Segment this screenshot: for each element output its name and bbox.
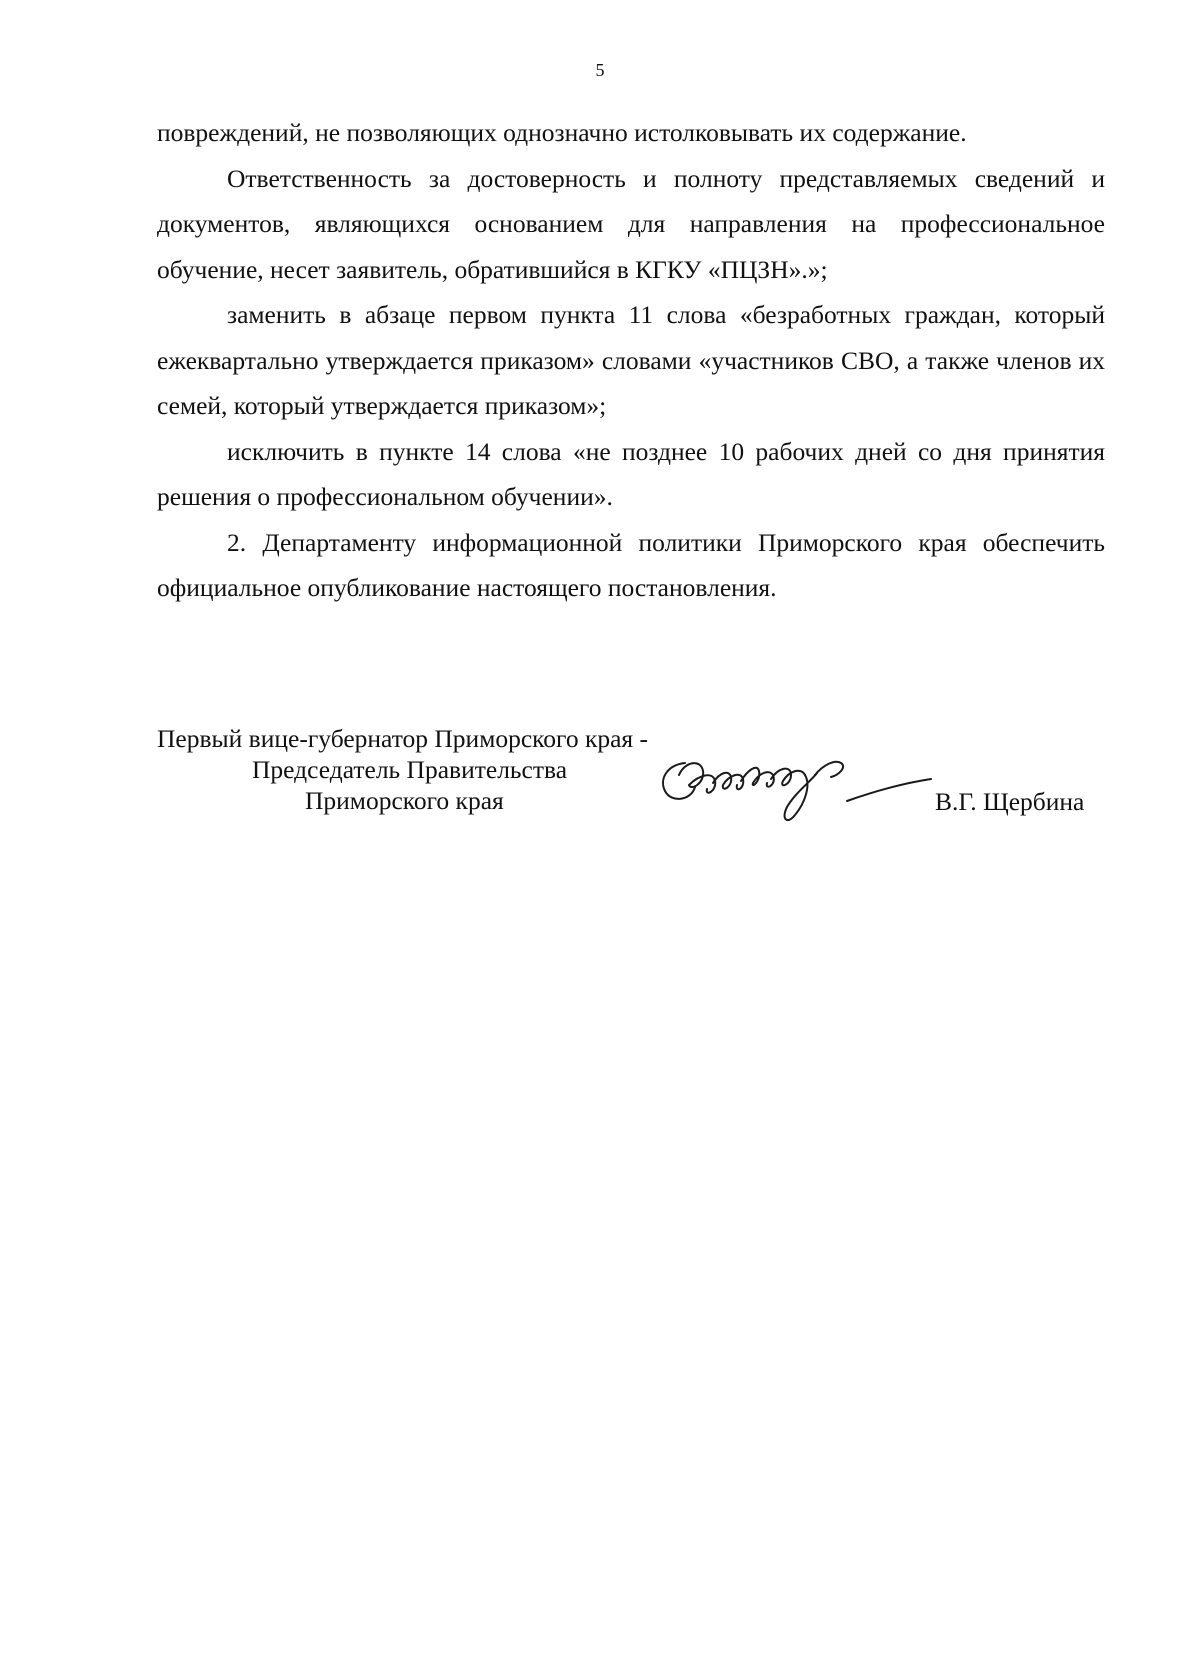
signatory-title: [157, 723, 648, 816]
paragraph-exclude-words: исключить в пункте 14 слова «не позднее 10 рабочих дней со дня принятия решения о профессиональном обучении».: [157, 436, 1105, 511]
signatory-title-line-3: Приморского края: [305, 786, 504, 815]
paragraph-replace-words: заменить в абзаце первом пункта 11 слова «безработных граждан, который ежеквартально утверждается приказом» словами «участников СВО, а также членов их семей, который утверждается приказом»;: [157, 300, 1105, 420]
document-body: [157, 110, 1105, 611]
handwritten-signature: [655, 745, 940, 835]
signatory-title-line-1: Первый вице-губернатор Приморского края -: [157, 724, 648, 753]
page-number: 5: [595, 60, 605, 80]
signatory-title-line-2: Председатель Правительства: [252, 755, 568, 784]
paragraph-responsibility: Ответственность за достоверность и полноту представляемых сведений и документов, являющихся основанием для направления на профессиональное обучение, несет заявитель, обратившийся в КГКУ «ПЦЗН».»;: [157, 163, 1105, 284]
signatory-name: В.Г. Щербина: [935, 787, 1085, 816]
paragraph-publication: 2. Департаменту информационной политики Приморского края обеспечить официальное опубликование настоящего постановления.: [157, 527, 1105, 602]
paragraph-continuation: повреждений, не позволяющих однозначно истолковывать их содержание.: [157, 118, 967, 147]
